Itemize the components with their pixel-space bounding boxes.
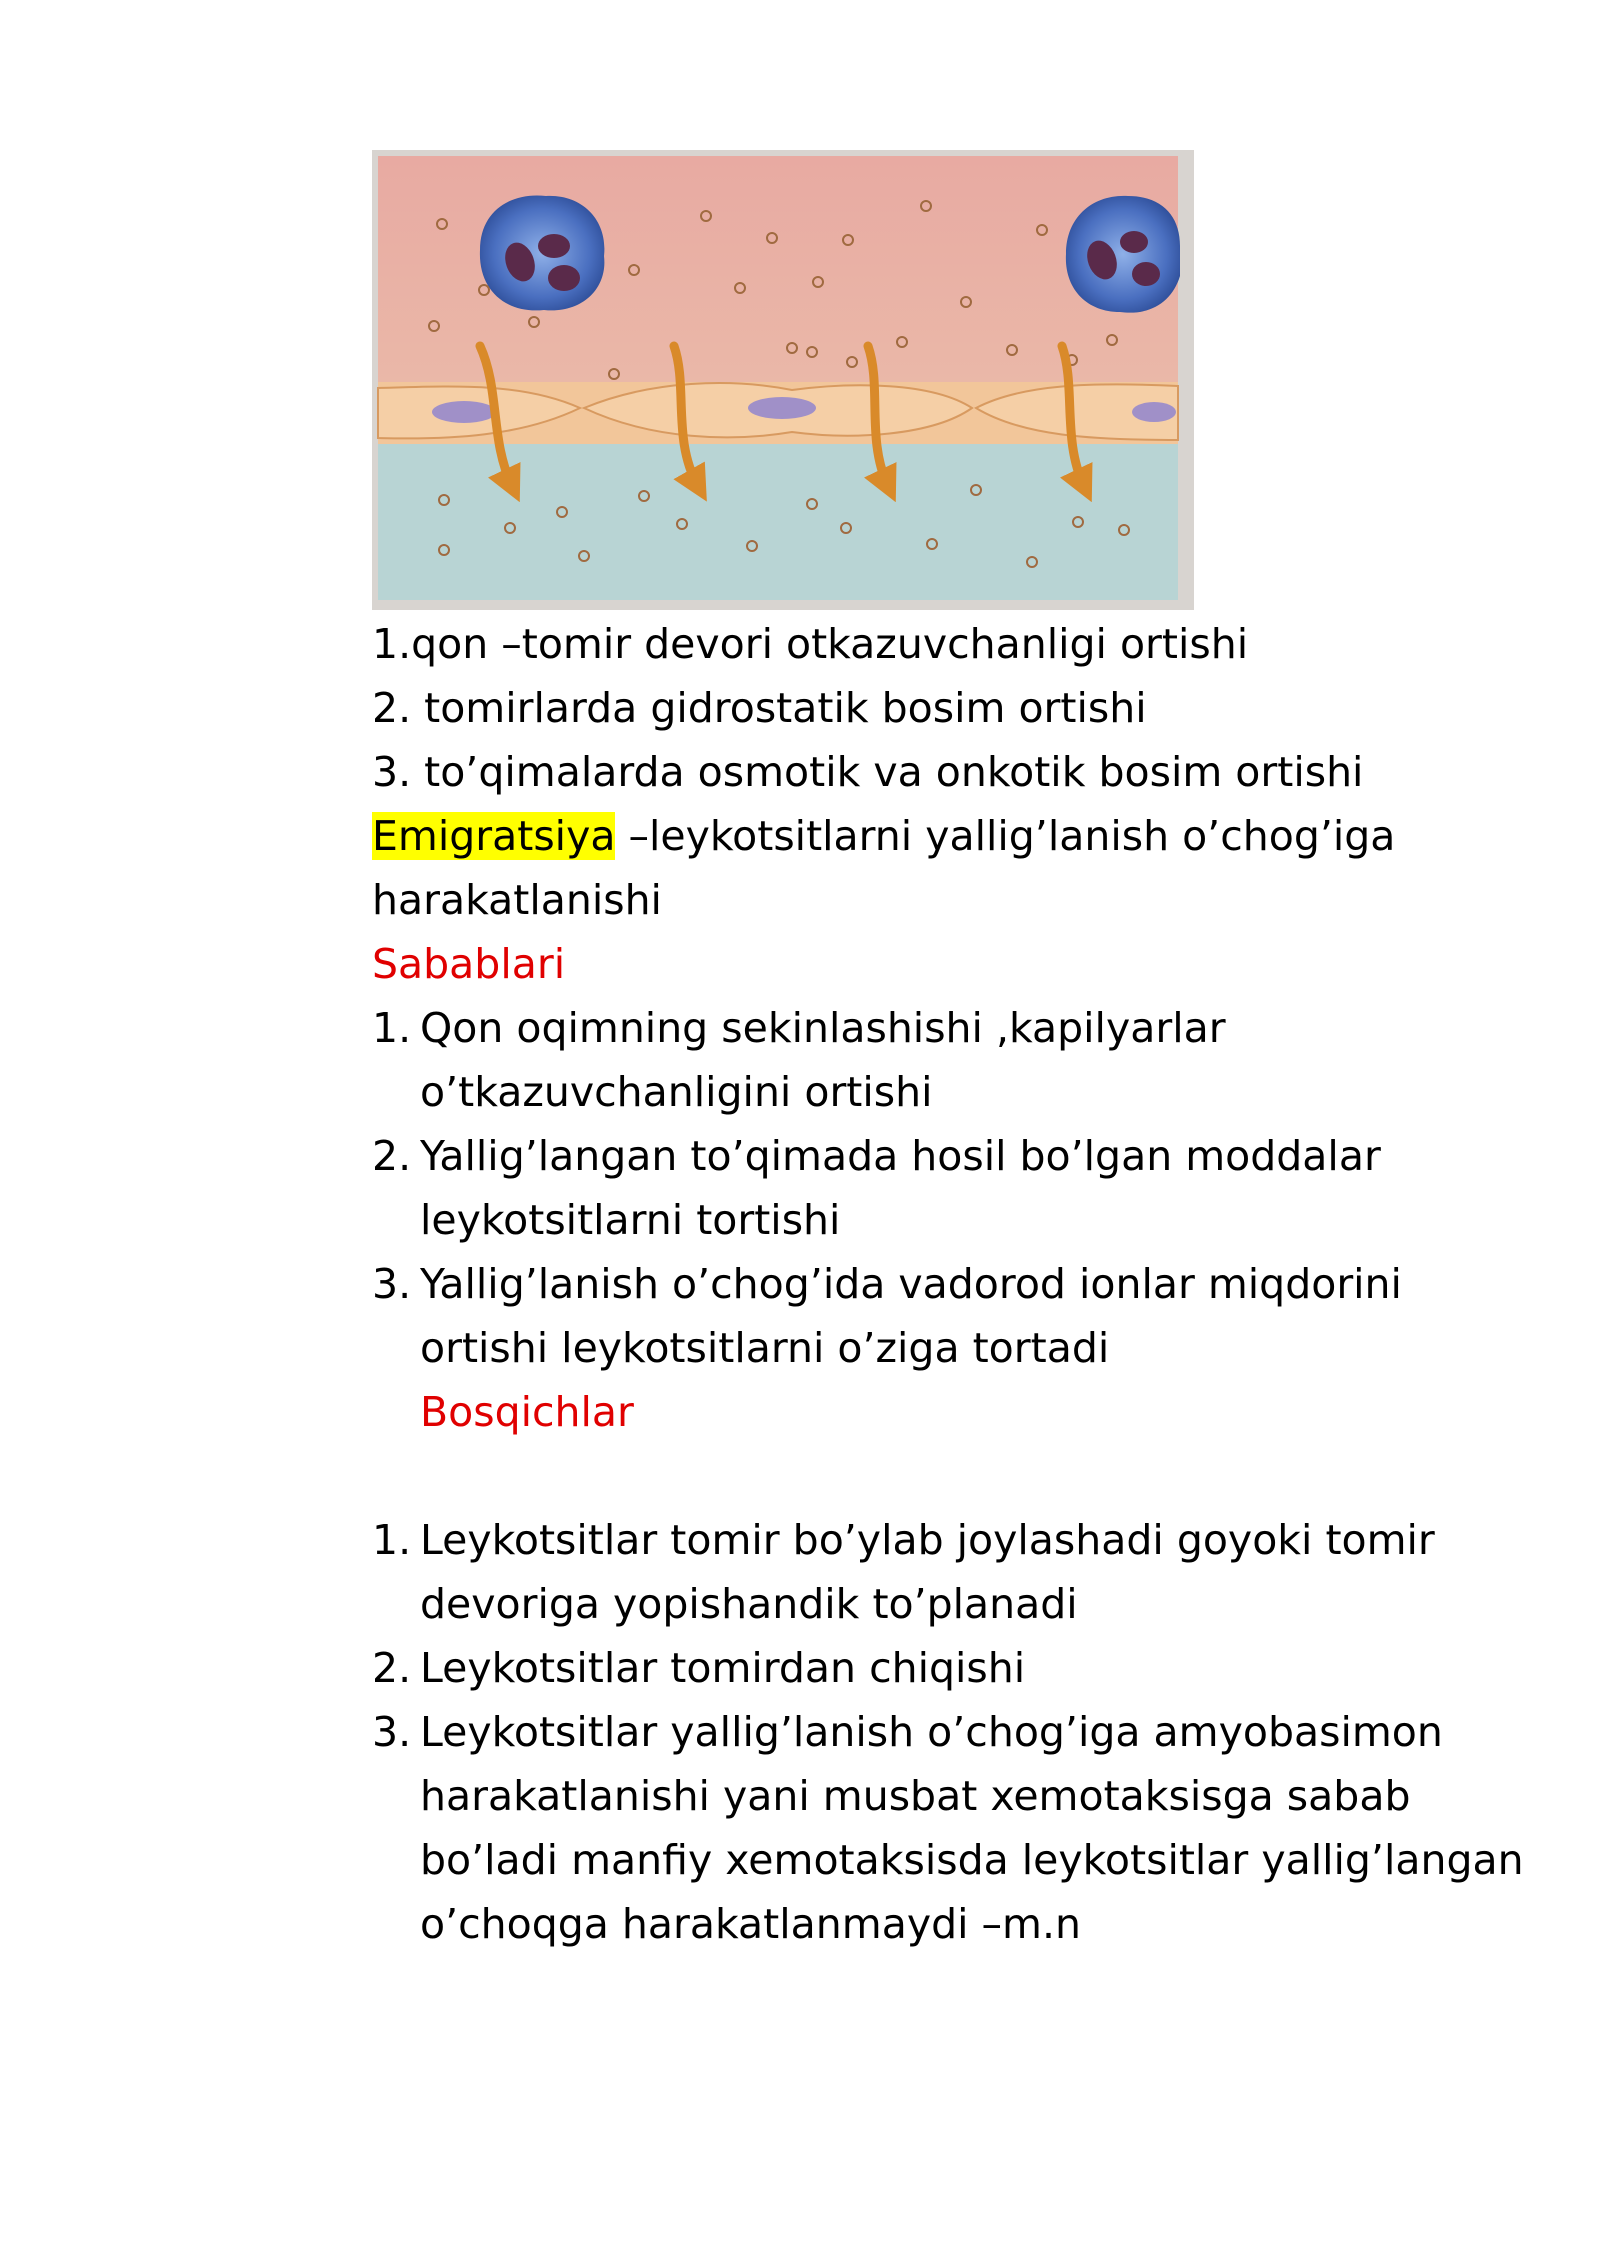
causes-heading: Sabablari xyxy=(372,940,566,988)
list-item-number: 1. xyxy=(372,1004,412,1052)
list-item-text: leykotsitlarni tortishi xyxy=(420,1196,841,1244)
list-item-text: Leykotsitlar tomir bo’ylab joylashadi goyoki tomir xyxy=(420,1516,1435,1564)
emigration-definition xyxy=(372,804,1502,868)
list-item-text: Qon oqimning sekinlashishi ,kapilyarlar xyxy=(420,1004,1226,1052)
list-item-number: 3. xyxy=(372,1260,412,1308)
emigration-definition-cont: harakatlanishi xyxy=(372,876,662,924)
list-item xyxy=(372,1252,1502,1380)
document-body xyxy=(372,612,1524,1956)
list-item-number: 2. xyxy=(372,1644,412,1692)
list-item xyxy=(372,996,1502,1124)
emigration-definition-text: –leykotsitlarni yallig’lanish o’chog’iga xyxy=(615,812,1396,860)
list-item xyxy=(372,1700,1524,1956)
leukocyte-right xyxy=(1066,196,1180,313)
list-item-text: Yallig’langan to’qimada hosil bo’lgan moddalar xyxy=(420,1132,1381,1180)
list-item-text: ortishi leykotsitlarni o’ziga tortadi xyxy=(420,1324,1110,1372)
list-item xyxy=(372,1124,1502,1252)
leukocyte-left xyxy=(480,195,605,310)
tissue-area xyxy=(378,440,1178,600)
list-item xyxy=(372,1508,1502,1636)
emigration-term: Emigratsiya xyxy=(372,812,616,860)
list-item-text: bo’ladi manfiy xemotaksisda leykotsitlar yallig’langan xyxy=(420,1836,1524,1884)
spacer xyxy=(372,1444,1502,1508)
list-item-text: harakatlanishi yani musbat xemotaksisga sabab xyxy=(420,1772,1411,1820)
list-item-text: Yallig’lanish o’chog’ida vadorod ionlar miqdorini xyxy=(420,1260,1402,1308)
list-item-number: 2. xyxy=(372,1132,412,1180)
leukocyte-emigration-illustration xyxy=(372,150,1194,610)
list-item-text: o’tkazuvchanligini ortishi xyxy=(420,1068,933,1116)
list-item-number: 1. xyxy=(372,1516,412,1564)
list-item-number: 3. xyxy=(372,1708,412,1756)
stages-heading: Bosqichlar xyxy=(420,1388,634,1436)
list-item xyxy=(372,1636,1502,1700)
list-item-text: o’choqga harakatlanmaydi –m.n xyxy=(420,1900,1081,1948)
intro-line-1: 1.qon –tomir devori otkazuvchanligi ortishi xyxy=(372,620,1249,668)
list-item-text: Leykotsitlar yallig’lanish o’chog’iga amyobasimon xyxy=(420,1708,1443,1756)
list-item-text: devoriga yopishandik to’planadi xyxy=(420,1580,1078,1628)
list-item-text: Leykotsitlar tomirdan chiqishi xyxy=(420,1644,1026,1692)
intro-line-2: 2. tomirlarda gidrostatik bosim ortishi xyxy=(372,684,1147,732)
intro-line-3: 3. to’qimalarda osmotik va onkotik bosim ortishi xyxy=(372,748,1364,796)
